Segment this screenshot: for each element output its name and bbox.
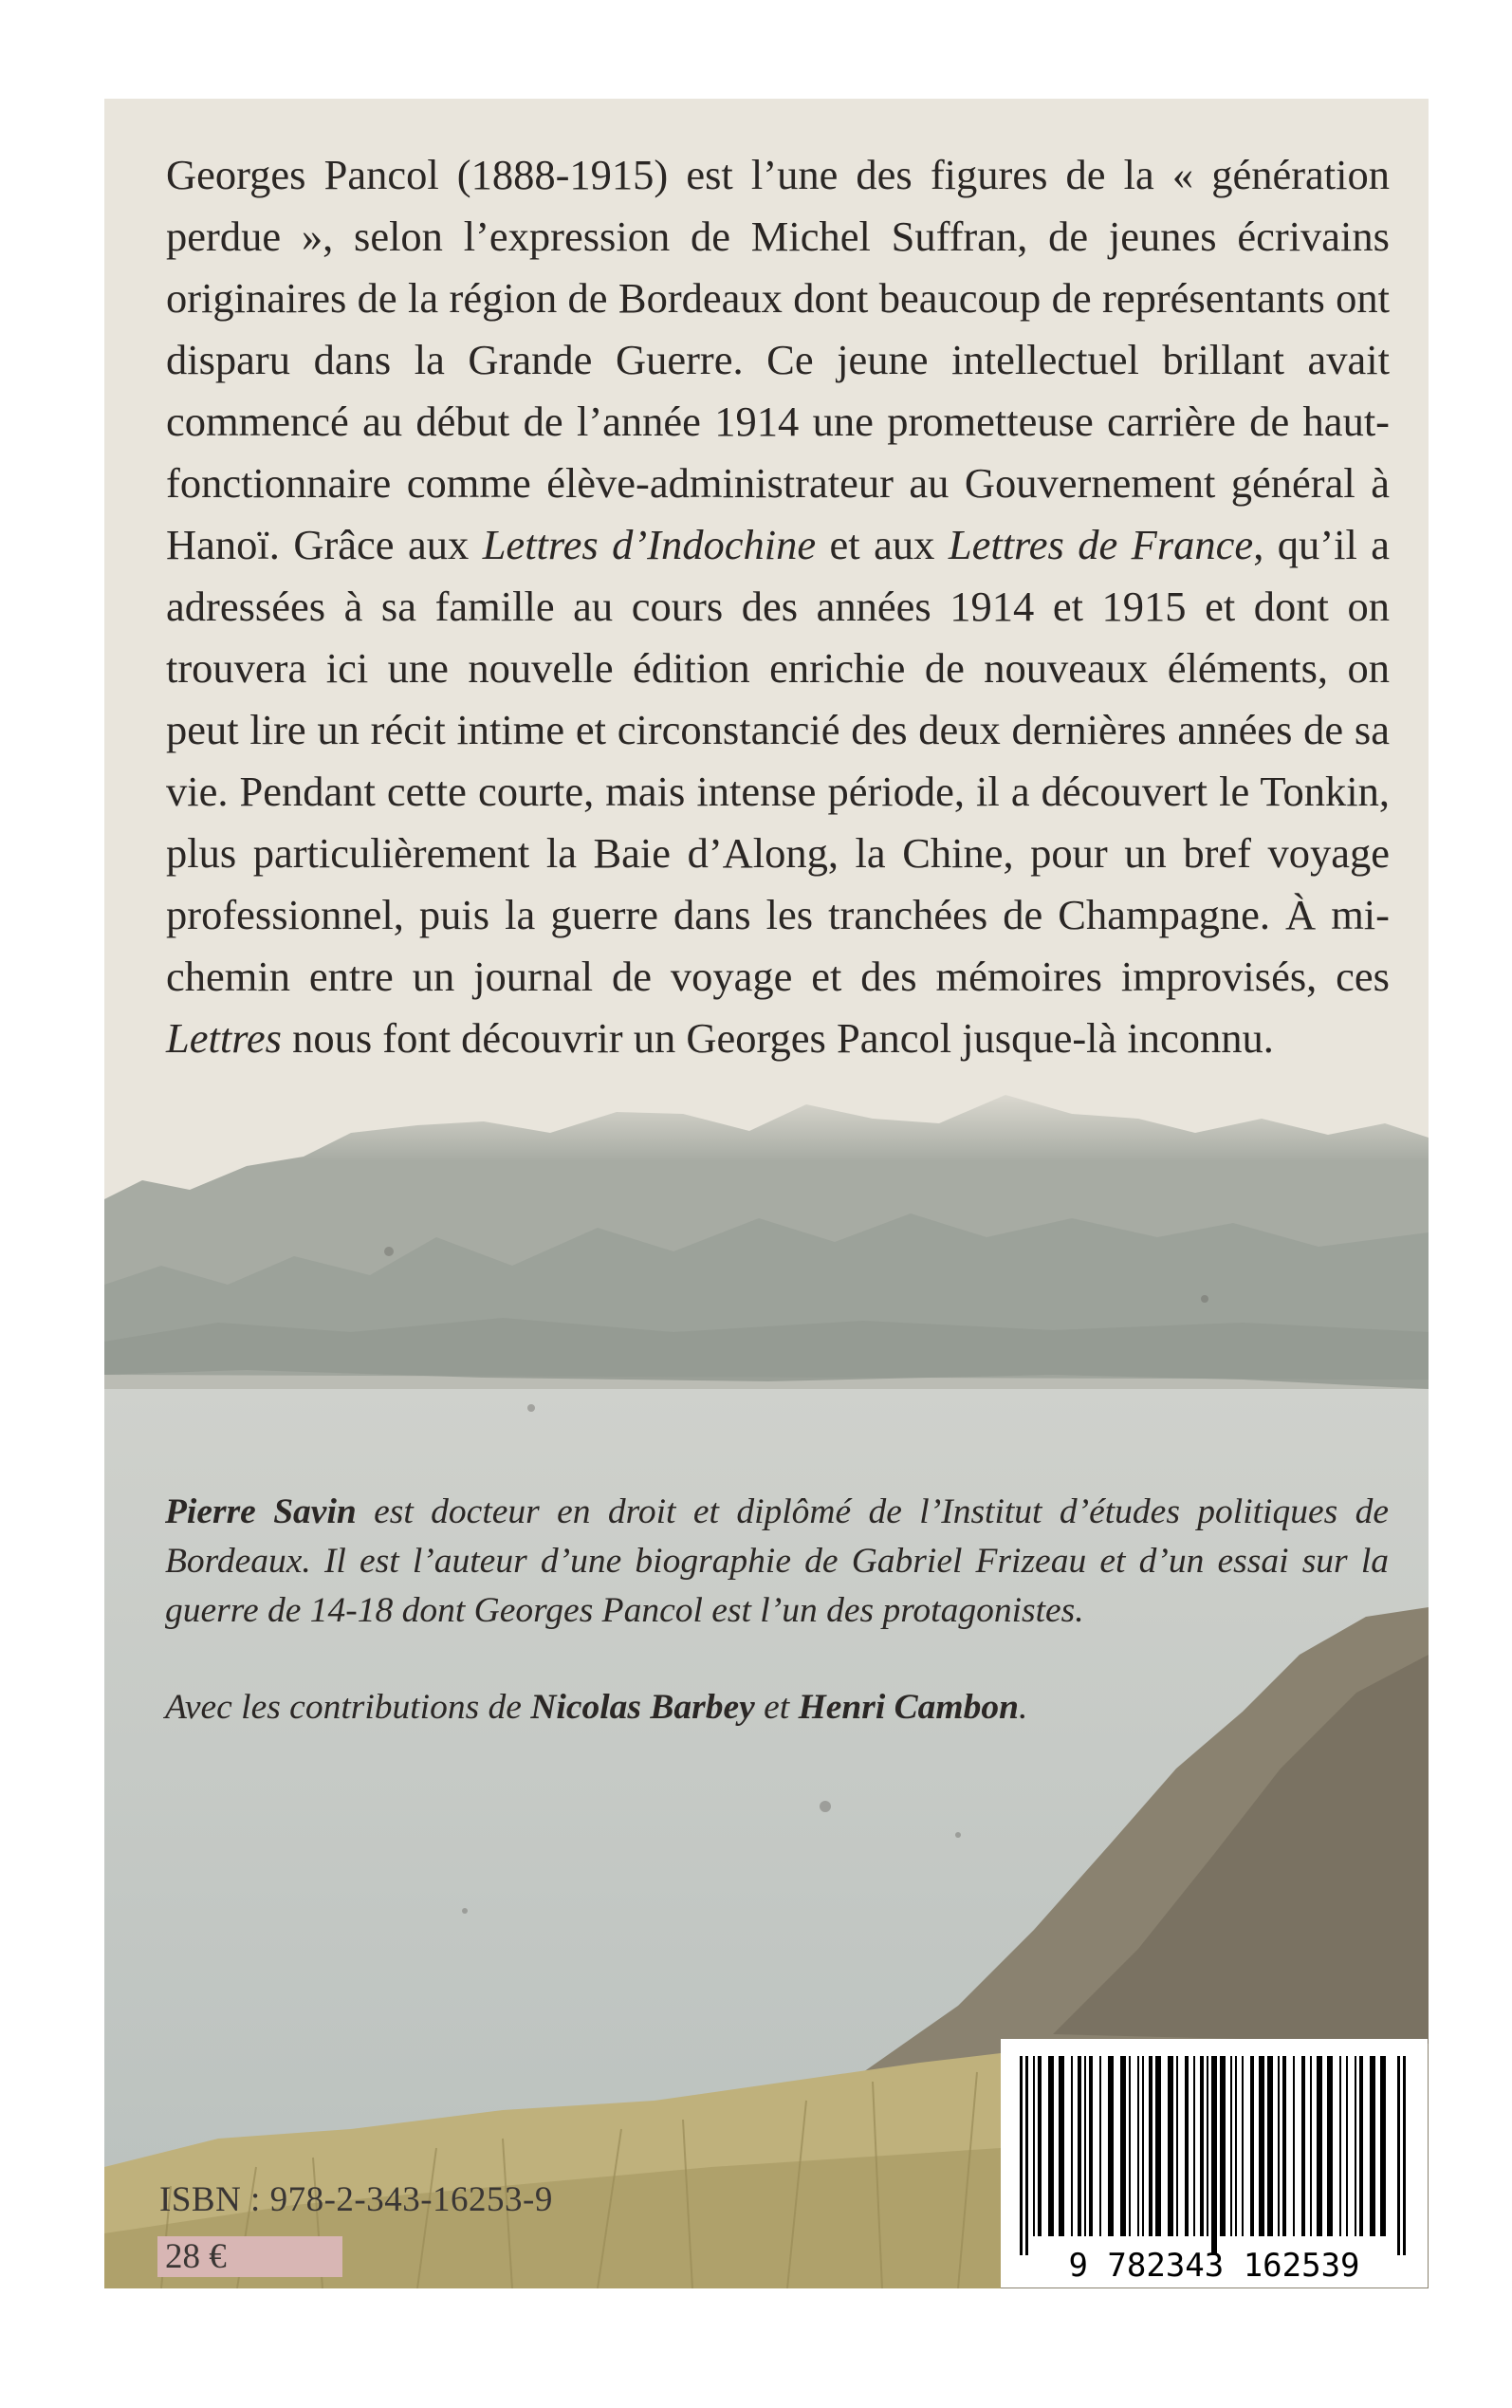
barcode-bar — [1220, 2056, 1226, 2236]
barcode-bar — [1327, 2056, 1333, 2236]
barcode-bar — [1020, 2056, 1023, 2255]
barcode-bar — [1317, 2056, 1322, 2236]
barcode-bar — [1059, 2056, 1064, 2236]
barcode-bar — [1211, 2056, 1217, 2255]
contributions-suffix: . — [1018, 1688, 1028, 1727]
contributions-line — [165, 1683, 1389, 1732]
author-bio — [165, 1488, 1389, 1636]
barcode-bar — [1149, 2056, 1152, 2236]
barcode-bar — [1370, 2056, 1375, 2236]
barcode-bar — [1339, 2056, 1341, 2236]
barcode-bar — [1099, 2056, 1101, 2236]
barcode-svg — [1001, 2039, 1428, 2288]
barcode-bar — [1200, 2056, 1204, 2236]
barcode-bar — [1048, 2056, 1054, 2236]
barcode-bar — [1301, 2056, 1305, 2236]
barcode-bar — [1250, 2056, 1254, 2236]
back-cover — [104, 99, 1429, 2288]
barcode-bar — [1293, 2056, 1295, 2236]
barcode-bar — [1084, 2056, 1086, 2236]
author-bio-text: est docteur en droit et diplômé de l’Institut d’études politiques de Bordeaux. Il est l’auteur d’une biographie de Gabriel Frizeau et d’un essai sur la guerre de 14-18 dont Georges Pancol est l’un des protagonistes. — [165, 1492, 1390, 1630]
barcode-bar — [1403, 2056, 1406, 2255]
contributor-name-1: Nicolas Barbey — [530, 1688, 755, 1727]
barcode-bar — [1185, 2056, 1189, 2236]
barcode-bar — [1176, 2056, 1178, 2236]
contributions-prefix: Avec les contributions de — [165, 1688, 531, 1727]
summary-text-4: nous font découvrir un Georges Pancol jusque-là inconnu. — [281, 1014, 1274, 1062]
barcode-bar — [1120, 2056, 1126, 2236]
barcode — [1001, 2039, 1428, 2288]
author-name: Pierre Savin — [165, 1492, 357, 1531]
barcode-bar — [1359, 2056, 1363, 2236]
barcode-bar — [1242, 2056, 1244, 2236]
barcode-bar — [1078, 2056, 1081, 2236]
barcode-bar — [1129, 2056, 1131, 2236]
barcode-bar — [1278, 2056, 1280, 2236]
barcode-bar — [1142, 2056, 1144, 2236]
summary-text-3: , qu’il a adressées à sa famille au cours des années 1914 et 1915 et dont on trouvera ici une nouvelle édition enrichie de nouveaux éléments, on peut lire un récit intime et circonstancié des deux dernières années de sa vie. Pendant cette courte, mais intense période, il a découvert le Tonkin, plus particulièrement la Baie d’Along, la Chine, pour un bref voyage professionnel, puis la guerre dans les tranchées de Champagne. À mi-chemin entre un journal de voyage et des mémoires improvisés, ces — [166, 521, 1391, 1000]
barcode-bar — [1259, 2056, 1264, 2236]
summary-text-2: et aux — [816, 521, 949, 568]
isbn-label: ISBN : 978-2-343-16253-9 — [159, 2180, 553, 2219]
book-title-lettres: Lettres — [166, 1014, 282, 1062]
barcode-bar — [1397, 2056, 1400, 2255]
barcode-bar — [1380, 2056, 1386, 2236]
book-title-lettres-indochine: Lettres d’Indochine — [482, 521, 817, 568]
contributions-joiner: et — [754, 1688, 799, 1727]
barcode-bar — [1168, 2056, 1173, 2236]
barcode-digits: 9 782343 162539 — [1068, 2247, 1360, 2285]
barcode-bar — [1089, 2056, 1093, 2236]
barcode-bar — [1207, 2056, 1208, 2236]
book-title-lettres-france: Lettres de France — [948, 521, 1254, 568]
summary-paragraph — [166, 144, 1390, 1069]
barcode-bar — [1235, 2056, 1237, 2236]
summary-text-1: Georges Pancol (1888-1915) est l’une des figures de la « génération perdue », selon l’expression de Michel Suffran, de jeunes écrivains originaires de la région de Bordeaux dont beaucoup de représentants ont disparu dans la Grande Guerre. Ce jeune intellectuel brillant avait commencé au début de l’année 1914 une prometteuse carrière de haut-fonctionnaire comme élève-administrateur au Gouvernement général à Hanoï. Grâce aux — [166, 151, 1390, 568]
barcode-bar — [1355, 2056, 1356, 2236]
barcode-bar — [1155, 2056, 1161, 2236]
barcode-bar — [1267, 2056, 1273, 2236]
barcode-bar — [1033, 2056, 1035, 2236]
contributor-name-2: Henri Cambon — [798, 1688, 1019, 1727]
barcode-bar — [1137, 2056, 1139, 2236]
barcode-bar — [1108, 2056, 1114, 2236]
barcode-bars — [1020, 2056, 1406, 2255]
barcode-bar — [1025, 2056, 1028, 2255]
price-tag: 28 € — [157, 2236, 342, 2277]
barcode-bar — [1038, 2056, 1042, 2236]
barcode-bar — [1193, 2056, 1195, 2236]
barcode-bar — [1230, 2056, 1232, 2236]
barcode-bar — [1282, 2056, 1286, 2236]
barcode-bar — [1071, 2056, 1073, 2236]
barcode-bar — [1346, 2056, 1348, 2236]
barcode-bar — [1310, 2056, 1312, 2236]
